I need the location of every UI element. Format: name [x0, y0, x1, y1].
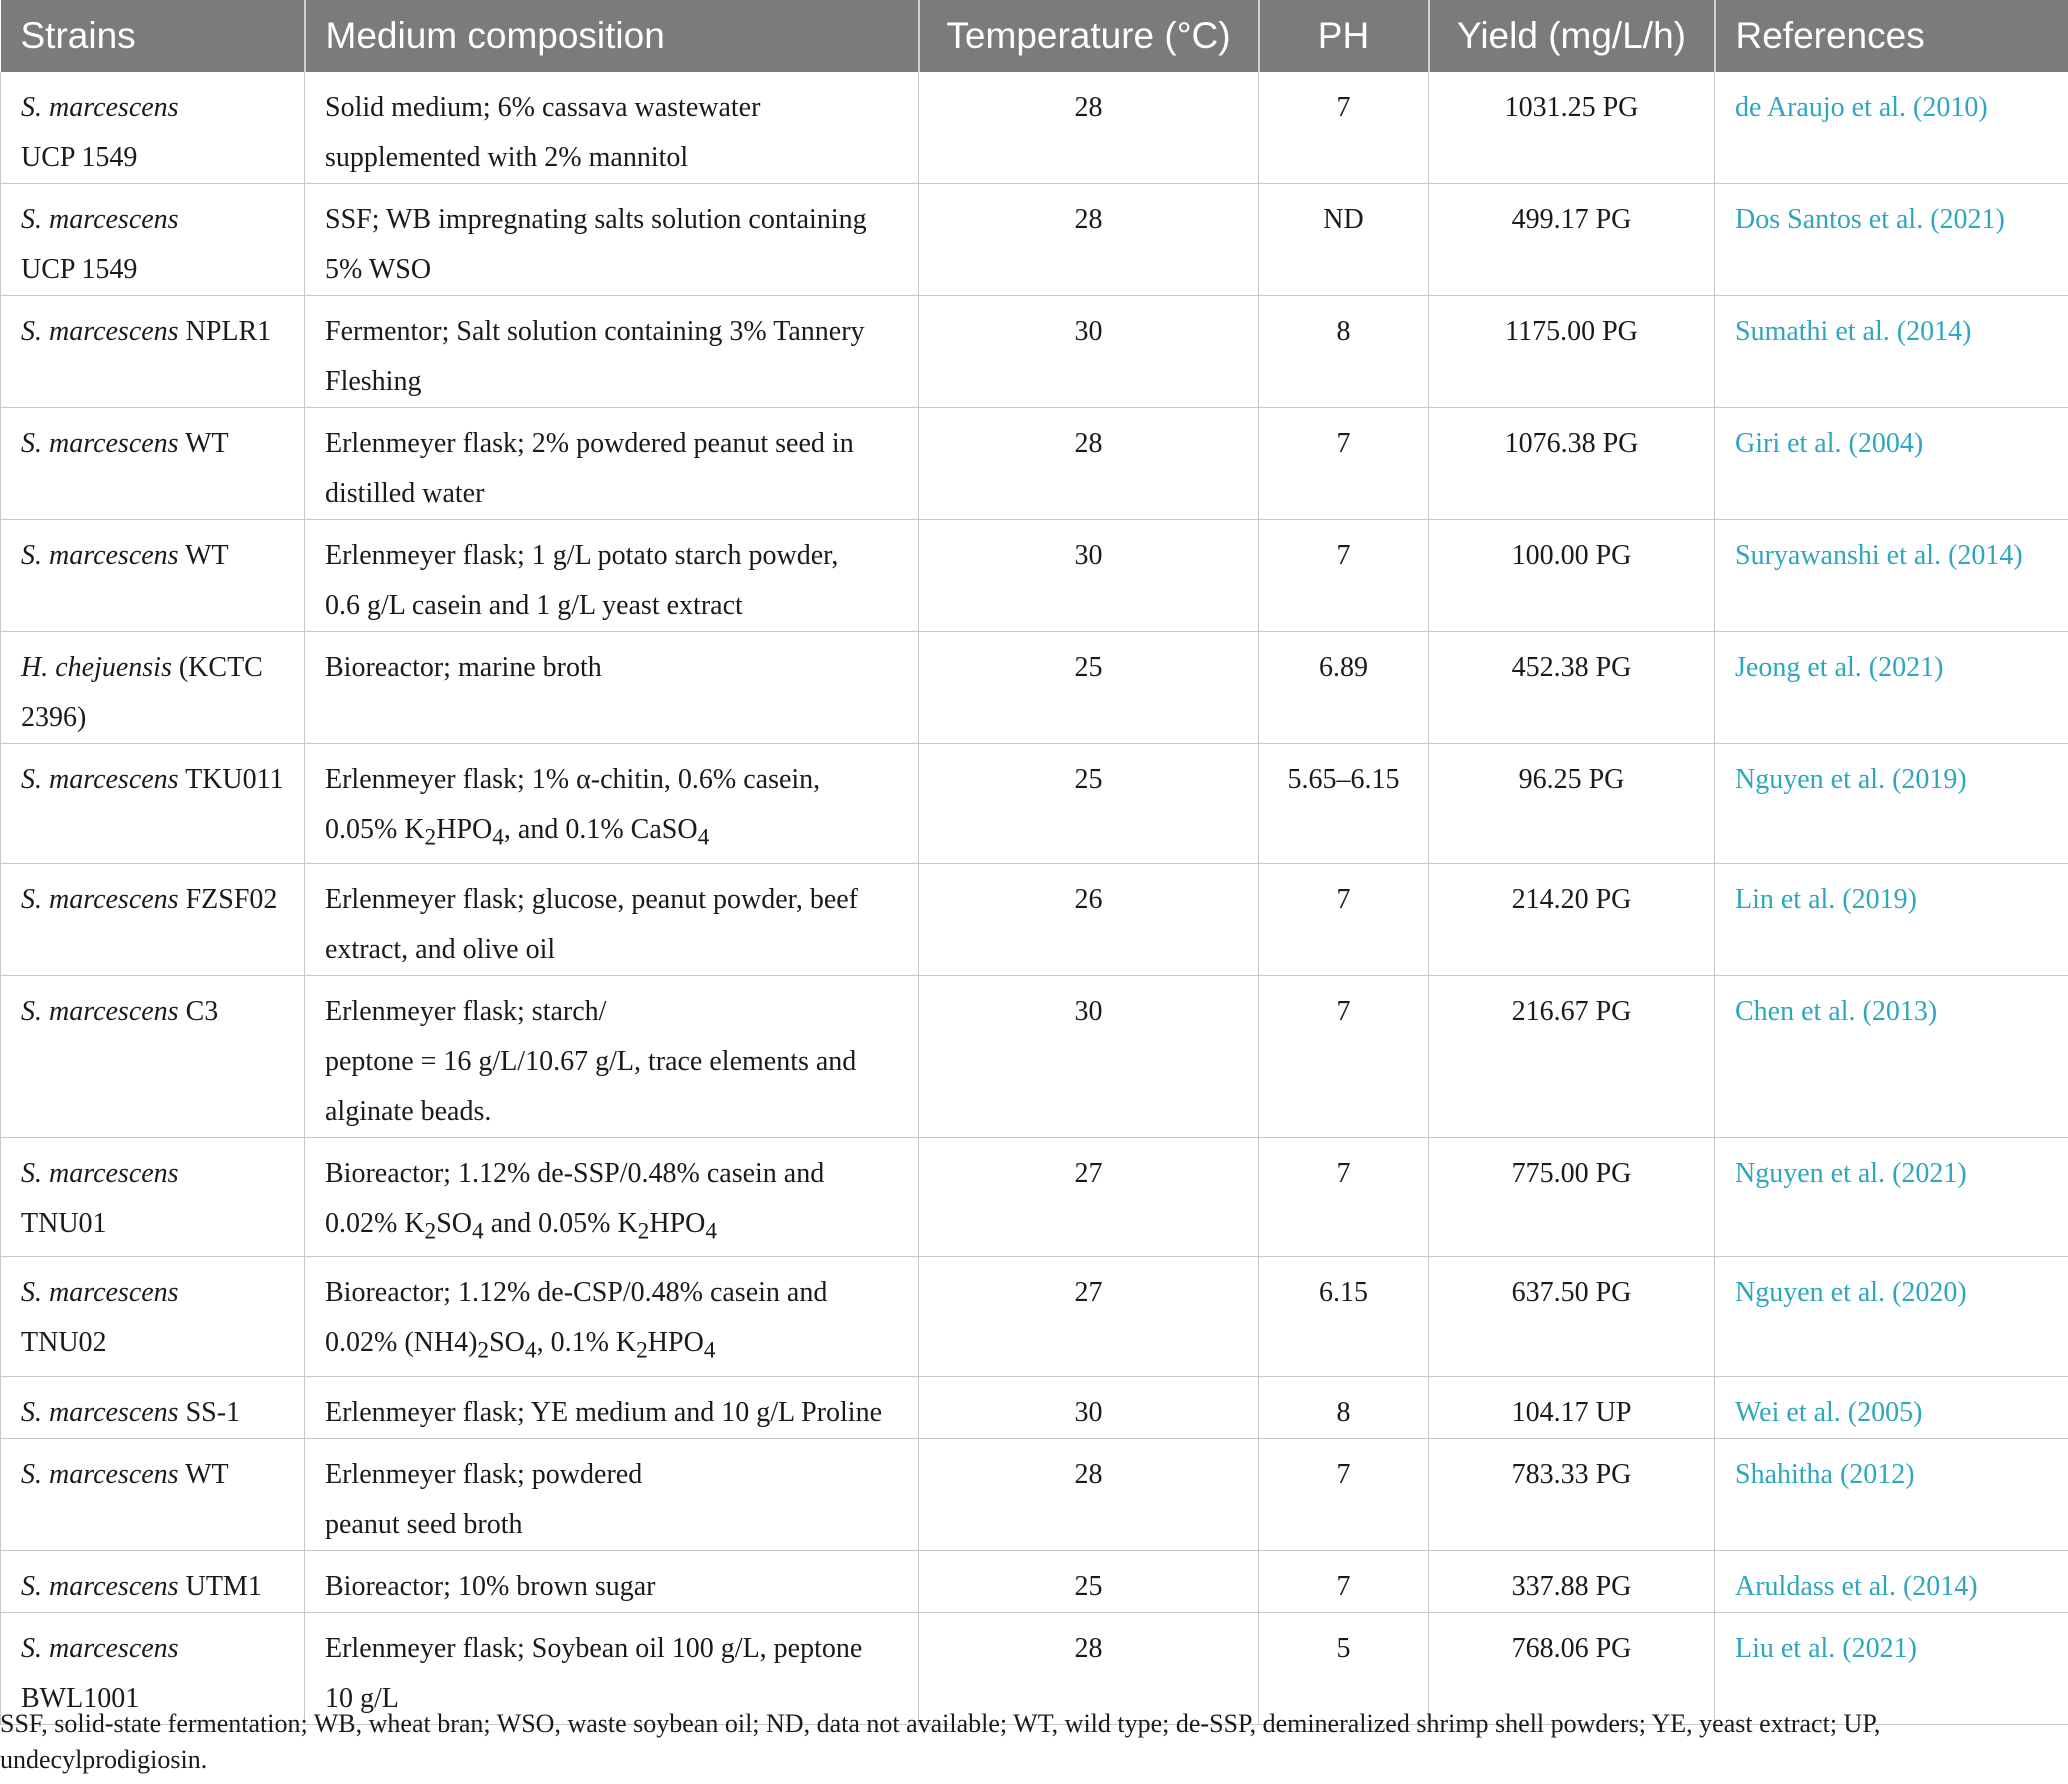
temperature-cell: 28 — [919, 408, 1259, 520]
yield-cell: 783.33 PG — [1429, 1438, 1715, 1550]
table-row — [1, 1137, 2068, 1257]
medium-cell: Erlenmeyer flask; YE medium and 10 g/L Proline — [305, 1376, 919, 1438]
medium-cell: Erlenmeyer flask; 2% powdered peanut seed in distilled water — [305, 408, 919, 520]
temperature-cell: 28 — [919, 184, 1259, 296]
ph-cell: 7 — [1259, 863, 1429, 975]
yield-cell: 337.88 PG — [1429, 1550, 1715, 1612]
strain-cell: S. marcescens BWL1001 — [1, 1612, 305, 1724]
table-row — [1, 408, 2068, 520]
reference-link[interactable]: Wei et al. (2005) — [1715, 1376, 2068, 1438]
ph-cell: ND — [1259, 184, 1429, 296]
table-row — [1, 744, 2068, 864]
medium-cell: SSF; WB impregnating salts solution containing 5% WSO — [305, 184, 919, 296]
temperature-cell: 30 — [919, 1376, 1259, 1438]
reference-link[interactable]: de Araujo et al. (2010) — [1715, 72, 2068, 184]
reference-link[interactable]: Aruldass et al. (2014) — [1715, 1550, 2068, 1612]
footnote-line-2: undecylprodigiosin. — [0, 1745, 208, 1774]
medium-cell: Fermentor; Salt solution containing 3% Tannery Fleshing — [305, 296, 919, 408]
table-row — [1, 184, 2068, 296]
table-row — [1, 1257, 2068, 1377]
reference-link[interactable]: Nguyen et al. (2021) — [1715, 1137, 2068, 1257]
ph-cell: 8 — [1259, 1376, 1429, 1438]
yield-cell: 100.00 PG — [1429, 520, 1715, 632]
strain-cell: S. marcescens TKU011 — [1, 744, 305, 864]
temperature-cell: 25 — [919, 1550, 1259, 1612]
temperature-cell: 28 — [919, 1438, 1259, 1550]
yield-cell: 216.67 PG — [1429, 975, 1715, 1137]
strain-cell: S. marcescens FZSF02 — [1, 863, 305, 975]
table-row — [1, 1376, 2068, 1438]
ph-cell: 7 — [1259, 1137, 1429, 1257]
footnote-line-1: SSF, solid-state fermentation; WB, wheat bran; WSO, waste soybean oil; ND, data not available; WT, wild type; de-SSP, demineralized shrimp shell powders; YE, yeast extract; UP, — [0, 1709, 1881, 1738]
header-medium: Medium composition — [305, 0, 919, 72]
strain-id: UCP 1549 — [21, 142, 138, 173]
temperature-cell: 25 — [919, 744, 1259, 864]
yield-cell: 214.20 PG — [1429, 863, 1715, 975]
reference-link[interactable]: Lin et al. (2019) — [1715, 863, 2068, 975]
table-row — [1, 72, 2068, 184]
yield-cell: 768.06 PG — [1429, 1612, 1715, 1724]
strain-species: S. marcescens — [21, 92, 179, 123]
strain-cell: S. marcescens UTM1 — [1, 1550, 305, 1612]
medium-cell: Erlenmeyer flask; Soybean oil 100 g/L, peptone 10 g/L — [305, 1612, 919, 1724]
yield-cell: 1076.38 PG — [1429, 408, 1715, 520]
strain-cell: S. marcescens TNU02 — [1, 1257, 305, 1377]
medium-cell: Erlenmeyer flask; powdered peanut seed broth — [305, 1438, 919, 1550]
header-strains: Strains — [1, 0, 305, 72]
strain-cell: H. chejuensis (KCTC 2396) — [1, 632, 305, 744]
yield-cell: 637.50 PG — [1429, 1257, 1715, 1377]
strain-cell: S. marcescens WT — [1, 408, 305, 520]
table-row — [1, 632, 2068, 744]
yield-cell: 499.17 PG — [1429, 184, 1715, 296]
reference-link[interactable]: Shahitha (2012) — [1715, 1438, 2068, 1550]
reference-link[interactable]: Jeong et al. (2021) — [1715, 632, 2068, 744]
temperature-cell: 25 — [919, 632, 1259, 744]
strain-cell: S. marcescens WT — [1, 520, 305, 632]
ph-cell: 7 — [1259, 1438, 1429, 1550]
ph-cell: 7 — [1259, 975, 1429, 1137]
strain-cell — [1, 72, 305, 184]
medium-cell: Solid medium; 6% cassava wastewater supplemented with 2% mannitol — [305, 72, 919, 184]
reference-link[interactable]: Sumathi et al. (2014) — [1715, 296, 2068, 408]
medium-cell: Bioreactor; 10% brown sugar — [305, 1550, 919, 1612]
reference-link[interactable]: Suryawanshi et al. (2014) — [1715, 520, 2068, 632]
table-row — [1, 975, 2068, 1137]
strain-cell: S. marcescens NPLR1 — [1, 296, 305, 408]
strain-cell: S. marcescens C3 — [1, 975, 305, 1137]
table-footnote — [0, 1706, 2060, 1778]
yield-cell: 1031.25 PG — [1429, 72, 1715, 184]
table-row — [1, 1550, 2068, 1612]
medium-cell: Bioreactor; 1.12% de-CSP/0.48% casein and 0.02% $(NH4)_2SO_4$, 0.1% $K_2HPO_4$ — [305, 1257, 919, 1377]
yield-cell: 96.25 PG — [1429, 744, 1715, 864]
header-row — [1, 0, 2068, 72]
yield-cell: 775.00 PG — [1429, 1137, 1715, 1257]
yield-cell: 1175.00 PG — [1429, 296, 1715, 408]
temperature-cell: 28 — [919, 1612, 1259, 1724]
temperature-cell: 26 — [919, 863, 1259, 975]
strain-cell: S. marcescens SS-1 — [1, 1376, 305, 1438]
medium-cell: Erlenmeyer flask; starch/ peptone = 16 g/L/10.67 g/L, trace elements and alginate beads. — [305, 975, 919, 1137]
temperature-cell: 30 — [919, 975, 1259, 1137]
reference-link[interactable]: Giri et al. (2004) — [1715, 408, 2068, 520]
table-row — [1, 1438, 2068, 1550]
temperature-cell: 30 — [919, 520, 1259, 632]
ph-cell: 7 — [1259, 520, 1429, 632]
temperature-cell: 27 — [919, 1137, 1259, 1257]
header-ph: PH — [1259, 0, 1429, 72]
reference-link[interactable]: Dos Santos et al. (2021) — [1715, 184, 2068, 296]
temperature-cell: 27 — [919, 1257, 1259, 1377]
reference-link[interactable]: Nguyen et al. (2019) — [1715, 744, 2068, 864]
temperature-cell: 28 — [919, 72, 1259, 184]
header-yield: Yield (mg/L/h) — [1429, 0, 1715, 72]
temperature-cell: 30 — [919, 296, 1259, 408]
ph-cell: 6.15 — [1259, 1257, 1429, 1377]
header-references: References — [1715, 0, 2068, 72]
table-row — [1, 296, 2068, 408]
medium-cell: Bioreactor; marine broth — [305, 632, 919, 744]
ph-cell: 5 — [1259, 1612, 1429, 1724]
medium-cell: Erlenmeyer flask; 1% α-chitin, 0.6% casein, 0.05% $K_2HPO_4$, and 0.1% CaSO$_4$ — [305, 744, 919, 864]
yield-cell: 104.17 UP — [1429, 1376, 1715, 1438]
yield-cell: 452.38 PG — [1429, 632, 1715, 744]
ph-cell: 7 — [1259, 408, 1429, 520]
ph-cell: 7 — [1259, 1550, 1429, 1612]
strain-cell: S. marcescens WT — [1, 1438, 305, 1550]
ph-cell: 6.89 — [1259, 632, 1429, 744]
table-row — [1, 520, 2068, 632]
ph-cell: 8 — [1259, 296, 1429, 408]
medium-cell: Erlenmeyer flask; glucose, peanut powder, beef extract, and olive oil — [305, 863, 919, 975]
medium-cell: Bioreactor; 1.12% de-SSP/0.48% casein and 0.02% $K_2SO_4$ and 0.05% $K_2HPO_4$ — [305, 1137, 919, 1257]
strain-cell: S. marcescens TNU01 — [1, 1137, 305, 1257]
medium-cell: Erlenmeyer flask; 1 g/L potato starch powder, 0.6 g/L casein and 1 g/L yeast extract — [305, 520, 919, 632]
ph-cell: 5.65–6.15 — [1259, 744, 1429, 864]
reference-link[interactable]: Liu et al. (2021) — [1715, 1612, 2068, 1724]
table-row — [1, 863, 2068, 975]
reference-link[interactable]: Nguyen et al. (2020) — [1715, 1257, 2068, 1377]
header-temperature: Temperature (°C) — [919, 0, 1259, 72]
ph-cell: 7 — [1259, 72, 1429, 184]
reference-link[interactable]: Chen et al. (2013) — [1715, 975, 2068, 1137]
strain-cell: S. marcescens UCP 1549 — [1, 184, 305, 296]
